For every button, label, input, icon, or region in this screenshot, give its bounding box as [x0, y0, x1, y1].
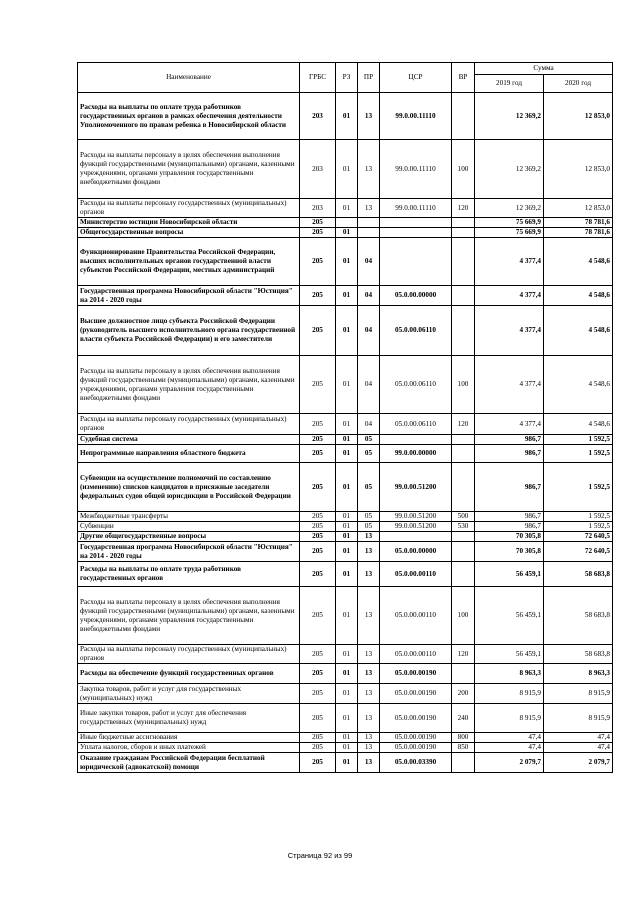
cell-v2019: 986,7 [475, 445, 544, 463]
cell-name: Расходы на выплаты персоналу в целях обеспечения выполнения функций государственными (муниципальными) органами, казенными учреждениями, органами управления государственными внебюджетными фондами [78, 356, 300, 414]
table-row [78, 684, 613, 704]
header-vr: ВР [452, 63, 475, 93]
cell-pr: 05 [358, 463, 380, 512]
cell-rz: 01 [336, 414, 358, 435]
cell-v2020: 47,4 [544, 743, 613, 753]
cell-pr: 13 [358, 199, 380, 218]
cell-name: Уплата налогов, сборов и иных платежей [78, 743, 300, 753]
cell-grbs: 205 [300, 286, 336, 306]
cell-grbs: 205 [300, 218, 336, 228]
table-row [78, 753, 613, 773]
cell-rz: 01 [336, 140, 358, 199]
cell-v2019: 8 915,9 [475, 684, 544, 704]
header-rz: РЗ [336, 63, 358, 93]
cell-rz: 01 [336, 532, 358, 542]
cell-vr [452, 228, 475, 238]
cell-csr: 05.0.00.00190 [380, 743, 452, 753]
cell-name: Иные закупки товаров, работ и услуг для обеспечения государственных (муниципальных) нужд [78, 704, 300, 733]
cell-name: Оказание гражданам Российской Федерации бесплатной юридической (адвокатской) помощи [78, 753, 300, 773]
cell-vr [452, 286, 475, 306]
table-body [78, 93, 613, 773]
table-row [78, 199, 613, 218]
table-row [78, 463, 613, 512]
cell-pr: 05 [358, 435, 380, 445]
cell-name: Субвенции [78, 522, 300, 532]
cell-v2019: 4 377,4 [475, 306, 544, 356]
table-row [78, 562, 613, 587]
cell-grbs: 205 [300, 238, 336, 286]
cell-v2020: 12 853,0 [544, 93, 613, 140]
cell-pr: 13 [358, 140, 380, 199]
cell-v2020: 58 683,8 [544, 587, 613, 645]
cell-vr: 100 [452, 587, 475, 645]
table-row [78, 445, 613, 463]
cell-grbs: 205 [300, 522, 336, 532]
cell-grbs: 205 [300, 228, 336, 238]
cell-csr: 99.0.00.51200 [380, 512, 452, 522]
cell-v2020: 1 592,5 [544, 512, 613, 522]
cell-vr [452, 306, 475, 356]
cell-v2019: 8 963,3 [475, 664, 544, 684]
cell-name: Высшее должностное лицо субъекта Российской Федерации (руководитель высшего исполнительного органа государственной власти субъекта Российской Федерации) и его заместители [78, 306, 300, 356]
table-row [78, 587, 613, 645]
header-pr: ПР [358, 63, 380, 93]
cell-vr: 100 [452, 140, 475, 199]
cell-vr: 120 [452, 645, 475, 664]
cell-v2019: 2 079,7 [475, 753, 544, 773]
cell-vr: 850 [452, 743, 475, 753]
cell-name: Расходы на выплаты по оплате труда работников государственных органов в рамках обеспечения деятельности Уполномоченного по правам ребенка в Новосибирской области [78, 93, 300, 140]
cell-v2019: 12 369,2 [475, 140, 544, 199]
cell-v2020: 4 548,6 [544, 356, 613, 414]
cell-name: Государственная программа Новосибирской области "Юстиция" на 2014 - 2020 годы [78, 286, 300, 306]
cell-v2020: 1 592,5 [544, 463, 613, 512]
cell-vr: 120 [452, 414, 475, 435]
cell-v2020: 1 592,5 [544, 522, 613, 532]
cell-csr: 99.0.00.00000 [380, 445, 452, 463]
cell-vr: 240 [452, 704, 475, 733]
cell-v2020: 4 548,6 [544, 286, 613, 306]
cell-rz: 01 [336, 743, 358, 753]
cell-v2019: 56 459,1 [475, 562, 544, 587]
cell-rz: 01 [336, 704, 358, 733]
page-number: Страница 92 из 99 [287, 851, 353, 860]
cell-pr: 13 [358, 532, 380, 542]
cell-v2019: 986,7 [475, 512, 544, 522]
cell-csr [380, 238, 452, 286]
cell-name: Министерство юстиции Новосибирской области [78, 218, 300, 228]
cell-grbs: 205 [300, 664, 336, 684]
cell-v2019: 986,7 [475, 522, 544, 532]
cell-v2020: 8 915,9 [544, 684, 613, 704]
table-row [78, 286, 613, 306]
table-row [78, 733, 613, 743]
cell-name: Расходы на выплаты персоналу государственных (муниципальных) органов [78, 199, 300, 218]
cell-rz: 01 [336, 562, 358, 587]
cell-grbs: 203 [300, 140, 336, 199]
header-sum: Сумма [475, 63, 613, 75]
table-row [78, 542, 613, 562]
cell-grbs: 205 [300, 512, 336, 522]
cell-name: Государственная программа Новосибирской области "Юстиция" на 2014 - 2020 годы [78, 542, 300, 562]
cell-name: Расходы на выплаты персоналу государственных (муниципальных) органов [78, 414, 300, 435]
cell-csr [380, 435, 452, 445]
cell-grbs: 205 [300, 704, 336, 733]
table-row [78, 414, 613, 435]
cell-csr: 05.0.00.00110 [380, 587, 452, 645]
cell-rz: 01 [336, 356, 358, 414]
cell-v2020: 58 683,8 [544, 562, 613, 587]
cell-v2019: 986,7 [475, 435, 544, 445]
header-grbs: ГРБС [300, 63, 336, 93]
cell-csr [380, 228, 452, 238]
cell-csr: 05.0.00.00000 [380, 286, 452, 306]
cell-csr: 05.0.00.00110 [380, 562, 452, 587]
cell-name: Функционирование Правительства Российской Федерации, высших исполнительных органов государственной власти субъектов Российской Федерации, местных администраций [78, 238, 300, 286]
cell-pr: 13 [358, 587, 380, 645]
cell-grbs: 205 [300, 306, 336, 356]
cell-rz: 01 [336, 199, 358, 218]
cell-rz: 01 [336, 542, 358, 562]
table-row [78, 532, 613, 542]
cell-pr [358, 218, 380, 228]
cell-grbs: 205 [300, 684, 336, 704]
cell-v2020: 8 963,3 [544, 664, 613, 684]
cell-v2019: 12 369,2 [475, 199, 544, 218]
cell-name: Расходы на выплаты персоналу государственных (муниципальных) органов [78, 645, 300, 664]
budget-table [77, 62, 613, 773]
cell-v2020: 1 592,5 [544, 435, 613, 445]
cell-pr: 04 [358, 414, 380, 435]
cell-rz: 01 [336, 733, 358, 743]
cell-v2019: 4 377,4 [475, 286, 544, 306]
table-row [78, 704, 613, 733]
table-row [78, 664, 613, 684]
cell-pr: 13 [358, 704, 380, 733]
cell-pr: 13 [358, 93, 380, 140]
cell-name: Общегосударственные вопросы [78, 228, 300, 238]
cell-grbs: 205 [300, 445, 336, 463]
cell-pr: 04 [358, 286, 380, 306]
cell-vr [452, 542, 475, 562]
cell-vr [452, 238, 475, 286]
cell-pr: 13 [358, 753, 380, 773]
cell-vr: 530 [452, 522, 475, 532]
cell-pr: 13 [358, 645, 380, 664]
cell-grbs: 205 [300, 645, 336, 664]
cell-grbs: 205 [300, 753, 336, 773]
header-year-2019: 2019 год [475, 75, 544, 93]
cell-v2020: 72 640,5 [544, 542, 613, 562]
cell-grbs: 203 [300, 93, 336, 140]
cell-v2020: 12 853,0 [544, 199, 613, 218]
cell-pr: 13 [358, 562, 380, 587]
cell-name: Иные бюджетные ассигнования [78, 733, 300, 743]
cell-name: Непрограммные направления областного бюджета [78, 445, 300, 463]
cell-pr: 13 [358, 684, 380, 704]
cell-csr: 99.0.00.11110 [380, 199, 452, 218]
cell-vr [452, 463, 475, 512]
cell-csr: 99.0.00.11110 [380, 140, 452, 199]
cell-pr: 05 [358, 445, 380, 463]
cell-v2020: 4 548,6 [544, 306, 613, 356]
cell-v2020: 1 592,5 [544, 445, 613, 463]
cell-csr: 99.0.00.51200 [380, 522, 452, 532]
cell-name: Расходы на выплаты персоналу в целях обеспечения выполнения функций государственными (муниципальными) органами, казенными учреждениями, органами управления государственными внебюджетными фондами [78, 140, 300, 199]
cell-name: Межбюджетные трансферты [78, 512, 300, 522]
cell-csr: 05.0.00.00190 [380, 704, 452, 733]
cell-csr: 05.0.00.03390 [380, 753, 452, 773]
cell-v2020: 78 781,6 [544, 228, 613, 238]
cell-pr: 13 [358, 542, 380, 562]
cell-vr [452, 753, 475, 773]
cell-rz: 01 [336, 435, 358, 445]
cell-vr: 120 [452, 199, 475, 218]
cell-rz: 01 [336, 587, 358, 645]
cell-name: Другие общегосударственные вопросы [78, 532, 300, 542]
header-name: Наименование [78, 63, 300, 93]
cell-vr: 200 [452, 684, 475, 704]
cell-v2019: 56 459,1 [475, 645, 544, 664]
table-row [78, 93, 613, 140]
cell-v2019: 8 915,9 [475, 704, 544, 733]
cell-name: Закупка товаров, работ и услуг для государственных (муниципальных) нужд [78, 684, 300, 704]
table-row [78, 306, 613, 356]
cell-rz: 01 [336, 445, 358, 463]
cell-v2020: 78 781,6 [544, 218, 613, 228]
cell-grbs: 205 [300, 463, 336, 512]
table-row [78, 218, 613, 228]
cell-csr: 05.0.00.06110 [380, 356, 452, 414]
cell-pr: 04 [358, 306, 380, 356]
cell-v2019: 4 377,4 [475, 414, 544, 435]
cell-csr: 05.0.00.00000 [380, 542, 452, 562]
cell-v2020: 12 853,0 [544, 140, 613, 199]
cell-csr: 05.0.00.00110 [380, 645, 452, 664]
cell-vr [452, 435, 475, 445]
cell-grbs: 205 [300, 532, 336, 542]
cell-v2019: 4 377,4 [475, 356, 544, 414]
cell-pr: 04 [358, 356, 380, 414]
cell-rz: 01 [336, 645, 358, 664]
cell-name: Судебная система [78, 435, 300, 445]
cell-rz: 01 [336, 664, 358, 684]
cell-v2019: 4 377,4 [475, 238, 544, 286]
table-row [78, 645, 613, 664]
cell-rz: 01 [336, 684, 358, 704]
cell-v2020: 4 548,6 [544, 238, 613, 286]
cell-rz: 01 [336, 522, 358, 532]
cell-v2019: 12 369,2 [475, 93, 544, 140]
cell-v2019: 56 459,1 [475, 587, 544, 645]
cell-name: Расходы на выплаты по оплате труда работников государственных органов [78, 562, 300, 587]
table-row [78, 356, 613, 414]
table-row [78, 238, 613, 286]
cell-pr: 13 [358, 743, 380, 753]
cell-v2019: 75 669,9 [475, 218, 544, 228]
cell-vr [452, 664, 475, 684]
cell-grbs: 205 [300, 587, 336, 645]
cell-rz: 01 [336, 512, 358, 522]
cell-v2020: 4 548,6 [544, 414, 613, 435]
cell-rz: 01 [336, 286, 358, 306]
cell-grbs: 205 [300, 542, 336, 562]
cell-v2019: 70 305,8 [475, 542, 544, 562]
cell-vr: 800 [452, 733, 475, 743]
cell-rz: 01 [336, 238, 358, 286]
cell-v2020: 47,4 [544, 733, 613, 743]
cell-csr: 99.0.00.51200 [380, 463, 452, 512]
cell-v2019: 47,4 [475, 743, 544, 753]
cell-grbs: 205 [300, 743, 336, 753]
table-row [78, 743, 613, 753]
cell-rz: 01 [336, 228, 358, 238]
cell-pr [358, 228, 380, 238]
cell-vr: 500 [452, 512, 475, 522]
cell-csr: 05.0.00.00190 [380, 684, 452, 704]
table-row [78, 228, 613, 238]
cell-grbs: 205 [300, 562, 336, 587]
cell-grbs: 205 [300, 414, 336, 435]
cell-pr: 13 [358, 664, 380, 684]
cell-vr [452, 532, 475, 542]
cell-vr [452, 218, 475, 228]
cell-v2019: 75 669,9 [475, 228, 544, 238]
cell-rz: 01 [336, 753, 358, 773]
table-row [78, 512, 613, 522]
cell-grbs: 205 [300, 733, 336, 743]
table-row [78, 140, 613, 199]
cell-vr [452, 93, 475, 140]
cell-pr: 05 [358, 512, 380, 522]
cell-grbs: 203 [300, 199, 336, 218]
cell-grbs: 205 [300, 356, 336, 414]
cell-csr [380, 532, 452, 542]
cell-v2020: 8 915,9 [544, 704, 613, 733]
cell-v2020: 2 079,7 [544, 753, 613, 773]
cell-name: Расходы на обеспечение функций государственных органов [78, 664, 300, 684]
header-csr: ЦСР [380, 63, 452, 93]
cell-v2019: 986,7 [475, 463, 544, 512]
table-row [78, 435, 613, 445]
cell-pr: 04 [358, 238, 380, 286]
cell-v2019: 70 305,8 [475, 532, 544, 542]
cell-vr [452, 445, 475, 463]
cell-pr: 13 [358, 733, 380, 743]
cell-rz [336, 218, 358, 228]
cell-csr: 99.0.00.11110 [380, 93, 452, 140]
cell-rz: 01 [336, 93, 358, 140]
cell-csr: 05.0.00.00190 [380, 664, 452, 684]
cell-grbs: 205 [300, 435, 336, 445]
cell-pr: 05 [358, 522, 380, 532]
cell-v2019: 47,4 [475, 733, 544, 743]
cell-csr: 05.0.00.00190 [380, 733, 452, 743]
cell-csr [380, 218, 452, 228]
cell-rz: 01 [336, 306, 358, 356]
cell-rz: 01 [336, 463, 358, 512]
cell-vr: 100 [452, 356, 475, 414]
cell-vr [452, 562, 475, 587]
cell-name: Расходы на выплаты персоналу в целях обеспечения выполнения функций государственными (муниципальными) органами, казенными учреждениями, органами управления государственными внебюджетными фондами [78, 587, 300, 645]
cell-csr: 05.0.00.06110 [380, 306, 452, 356]
table-row [78, 522, 613, 532]
cell-v2020: 72 640,5 [544, 532, 613, 542]
cell-v2020: 58 683,8 [544, 645, 613, 664]
header-year-2020: 2020 год [544, 75, 613, 93]
cell-name: Субвенции на осуществление полномочий по составлению (изменению) списков кандидатов в присяжные заседатели федеральных судов общей юрисдикции в Российской Федерации [78, 463, 300, 512]
cell-csr: 05.0.00.06110 [380, 414, 452, 435]
